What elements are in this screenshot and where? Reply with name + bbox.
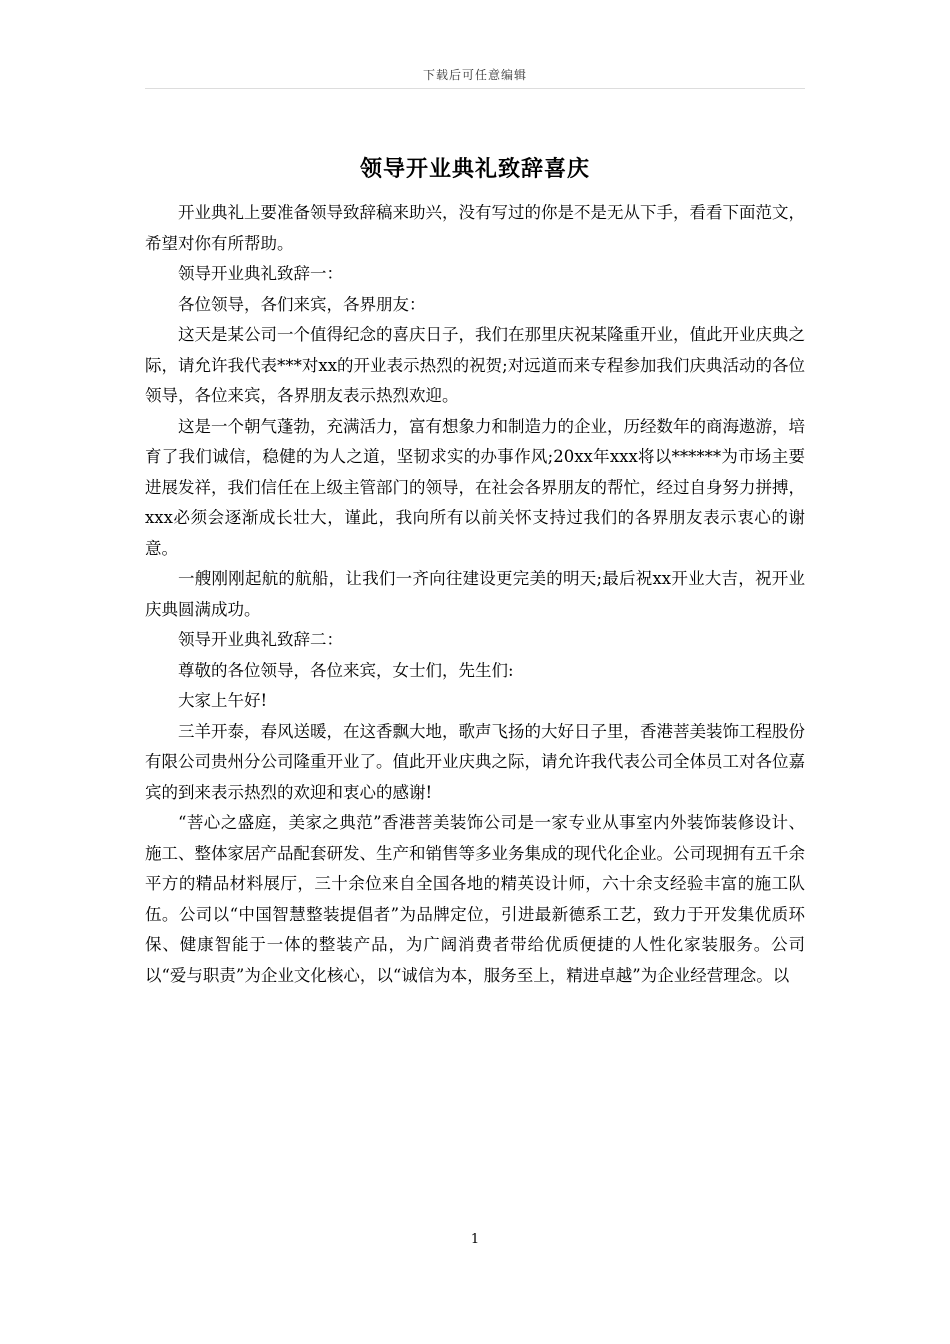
header-divider	[145, 88, 805, 89]
document-body	[145, 198, 805, 991]
paragraph: 这是一个朝气蓬勃，充满活力，富有想象力和制造力的企业，历经数年的商海遨游，培育了我们诚信，稳健的为人之道，坚韧求实的办事作风;20xx年xxx将以******为市场主要进展发祥，我们信任在上级主管部门的领导，在社会各界朋友的帮忙，经过自身努力拼搏，xxx必须会逐渐成长壮大，谨此，我向所有以前关怀支持过我们的各界朋友表示衷心的谢意。	[145, 416, 805, 558]
header-note: 下载后可任意编辑	[422, 68, 527, 82]
paragraph: 领导开业典礼致辞一：	[178, 264, 343, 283]
paragraph: “菩心之盛庭，美家之典范”香港菩美装饰公司是一家专业从事室内外装饰装修设计、施工、整体家居产品配套研发、生产和销售等多业务集成的现代化企业。公司现拥有五千余平方的精品材料展厅，三十余位来自全国各地的精英设计师，六十余支经验丰富的施工队伍。公司以“中国智慧整装提倡者”为品牌定位，引进最新德系工艺，致力于开发集优质环保、健康智能于一体的整装产品，为广阔消费者带给优质便捷的人性化家装服务。公司以“爱与职责”为企业文化核心，以“诚信为本，服务至上，精进卓越”为企业经营理念。以	[145, 813, 805, 985]
paragraph: 领导开业典礼致辞二：	[178, 630, 343, 649]
paragraph: 这天是某公司一个值得纪念的喜庆日子，我们在那里庆祝某隆重开业，值此开业庆典之际，请允许我代表***对xx的开业表示热烈的祝贺;对远道而来专程参加我们庆典活动的各位领导，各位来宾，各界朋友表示热烈欢迎。	[145, 325, 805, 405]
paragraph: 一艘刚刚起航的航船，让我们一齐向往建设更完美的明天;最后祝xx开业大吉，祝开业庆典圆满成功。	[145, 569, 805, 619]
paragraph: 尊敬的各位领导，各位来宾，女士们，先生们:	[178, 660, 514, 680]
paragraph: 三羊开泰，春风送暖，在这香飘大地，歌声飞扬的大好日子里，香港菩美装饰工程股份有限公司贵州分公司隆重开业了。值此开业庆典之际，请允许我代表公司全体员工对各位嘉宾的到来表示热烈的欢迎和衷心的感谢!	[145, 721, 805, 802]
paragraph: 各位领导，各们来宾，各界朋友：	[178, 294, 426, 314]
page-number: 1	[470, 1232, 480, 1247]
paragraph: 开业典礼上要准备领导致辞稿来助兴，没有写过的你是不是无从下手，看看下面范文，希望对你有所帮助。	[145, 203, 805, 253]
paragraph: 大家上午好!	[178, 691, 268, 710]
document-title: 领导开业典礼致辞喜庆	[359, 156, 590, 182]
